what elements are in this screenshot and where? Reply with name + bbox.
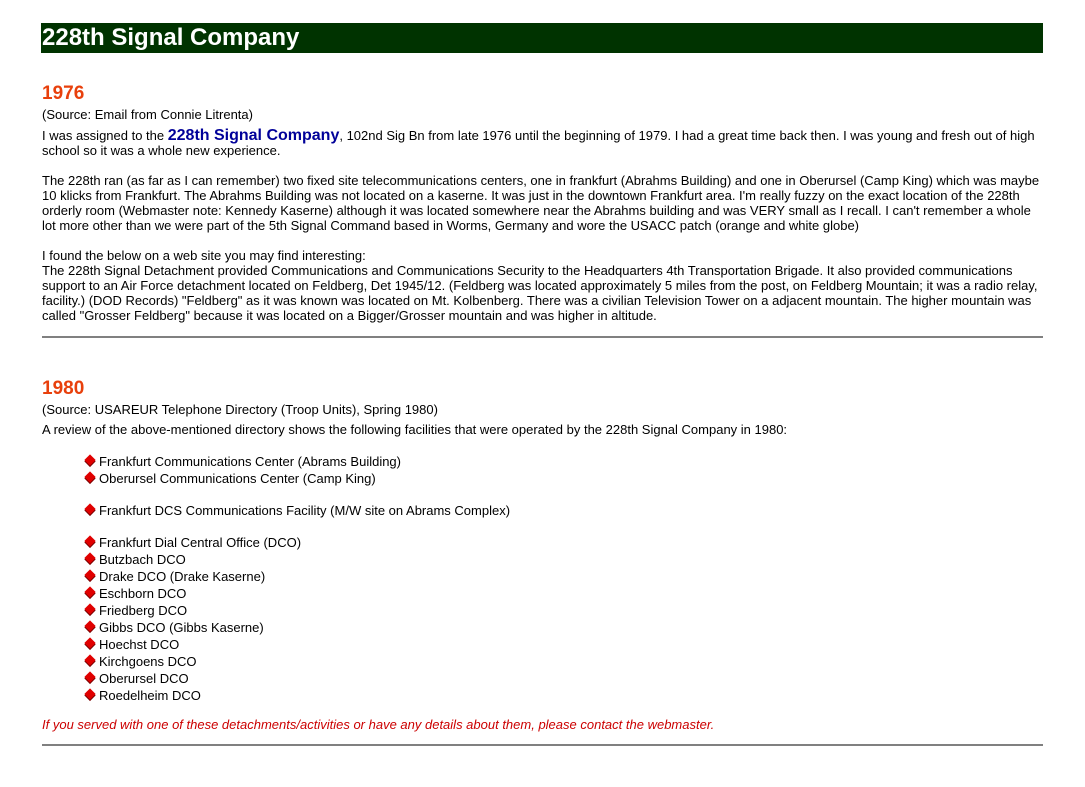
paragraph-text: , 102nd Sig Bn from late 1976 until the beginning of 1979. I had a great time back then. I was young and fresh out of high school so it was a whole new experience. <box>42 128 1035 158</box>
list-item: Oberursel DCO <box>84 670 1043 687</box>
list-item: Butzbach DCO <box>84 551 1043 568</box>
main-content <box>42 83 1043 746</box>
list-item: Drake DCO (Drake Kaserne) <box>84 568 1043 585</box>
section-1976 <box>42 83 1043 338</box>
red-diamond-bullet-icon <box>84 620 95 631</box>
source-line: (Source: Email from Connie Litrenta) <box>42 107 253 122</box>
page-title: 228th Signal Company <box>41 23 1043 53</box>
facility-list-comm-centers <box>42 453 1043 487</box>
list-item: Kirchgoens DCO <box>84 653 1043 670</box>
paragraph-assignment <box>42 128 1043 158</box>
list-item: Gibbs DCO (Gibbs Kaserne) <box>84 619 1043 636</box>
list-item: Frankfurt DCS Communications Facility (M/W site on Abrams Complex) <box>84 502 1043 519</box>
contact-webmaster-note: If you served with one of these detachments/activities or have any details about them, please contact the webmaster. <box>42 717 715 732</box>
paragraph-operations: The 228th ran (as far as I can remember) two fixed site telecommunications centers, one in frankfurt (Abrahms Building) and one in Oberursel (Camp King) which was maybe 10 klicks from Frankfurt. The Abrahms Building was not located on a kaserne. It was just in the downtown Frankfurt area. I'm really fuzzy on the exact location of the 228th orderly room (Webmaster note: Kennedy Kaserne) although it was located somewhere near the Abrahms building and was VERY small as I recall. I can't remember a whole lot more other than we were part of the 5th Signal Command based in Worms, Germany and wore the USACC patch (orange and white globe) <box>42 173 1040 233</box>
company-name-highlight: 228th Signal Company <box>167 127 340 144</box>
source-line: (Source: USAREUR Telephone Directory (Troop Units), Spring 1980) <box>42 402 438 417</box>
facility-list-dcs <box>42 502 1043 519</box>
red-diamond-bullet-icon <box>84 603 95 614</box>
red-diamond-bullet-icon <box>84 569 95 580</box>
paragraph-web-intro: I found the below on a web site you may find interesting: <box>42 248 366 263</box>
list-item: Eschborn DCO <box>84 585 1043 602</box>
paragraph-intro: A review of the above-mentioned directory shows the following facilities that were operated by the 228th Signal Company in 1980: <box>42 422 788 437</box>
red-diamond-bullet-icon <box>84 688 95 699</box>
section-divider <box>42 744 1043 746</box>
red-diamond-bullet-icon <box>84 535 95 546</box>
red-diamond-bullet-icon <box>84 586 95 597</box>
section-year: 1976 <box>42 83 85 104</box>
section-divider <box>42 336 1043 338</box>
list-item: Friedberg DCO <box>84 602 1043 619</box>
section-year: 1980 <box>42 378 85 399</box>
red-diamond-bullet-icon <box>84 503 95 514</box>
red-diamond-bullet-icon <box>84 552 95 563</box>
list-item: Frankfurt Communications Center (Abrams Building) <box>84 453 1043 470</box>
red-diamond-bullet-icon <box>84 637 95 648</box>
paragraph-web-quote: The 228th Signal Detachment provided Communications and Communications Security to the Headquarters 4th Transportation Brigade. It also provided communications support to an Air Force detachment located on Feldberg, Det 1945/12. (Feldberg was located approximately 5 miles from the post, on Feldberg Mountain; it was a radio relay, facility.) (DOD Records) "Feldberg" as it was known was located on Mt. Kolbenberg. There was a civilian Television Tower on a adjacent mountain. The higher mountain was called "Grosser Feldberg" because it was located on a Bigger/Grosser mountain and was higher in altitude. <box>42 263 1038 323</box>
list-item: Oberursel Communications Center (Camp King) <box>84 470 1043 487</box>
list-item: Frankfurt Dial Central Office (DCO) <box>84 534 1043 551</box>
red-diamond-bullet-icon <box>84 471 95 482</box>
red-diamond-bullet-icon <box>84 454 95 465</box>
facility-list-dco <box>42 534 1043 704</box>
red-diamond-bullet-icon <box>84 671 95 682</box>
list-item: Hoechst DCO <box>84 636 1043 653</box>
red-diamond-bullet-icon <box>84 654 95 665</box>
paragraph-text: I was assigned to the <box>42 128 168 143</box>
section-1980 <box>42 378 1043 746</box>
list-item: Roedelheim DCO <box>84 687 1043 704</box>
